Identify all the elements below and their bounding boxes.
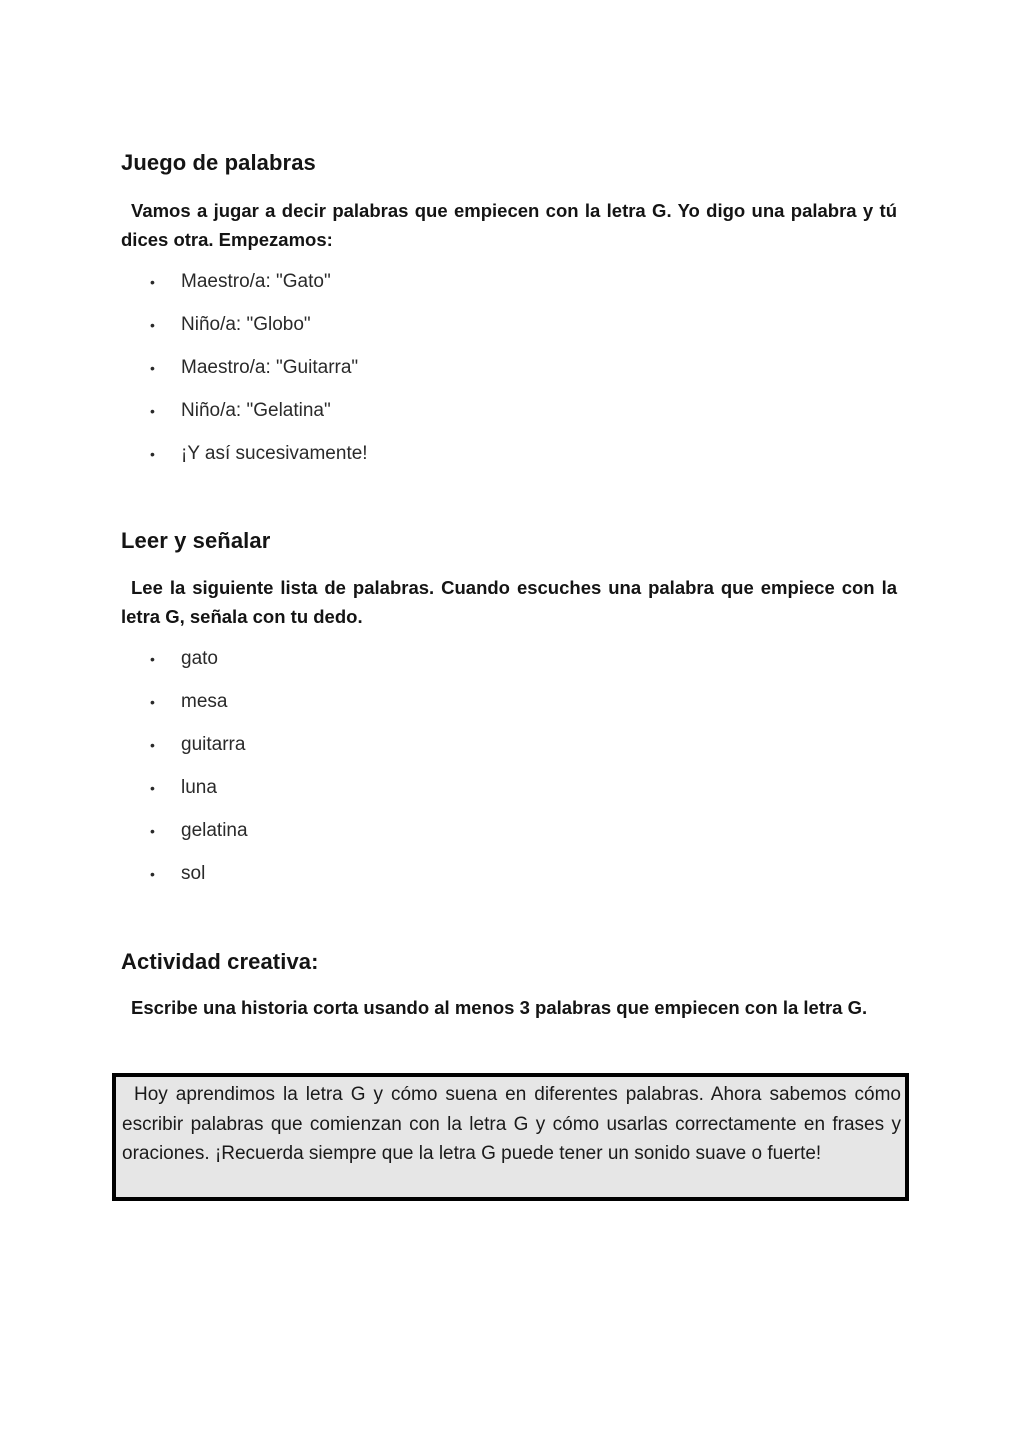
bullet-icon: • <box>150 651 155 667</box>
worksheet-page: Juego de palabras Vamos a jugar a decir palabras que empiecen con la letra G. Yo digo una palabra y tú dices otra. Empezamos: • Maestro/a: "Gato" • Niño/a: "Globo" • Maestro/a: "Guitarra" • Niño/a: "Gelatina" • ¡Y así sucesivamente! Leer y señalar Lee la siguiente lista de palabras. Cuando escuches una palabra que empiece con la letra G, señala con tu dedo. • gato • mesa • guitarra • luna • gelatina • sol Actividad creativa: Escribe una historia corta usando al menos 3 palabras que empiecen con la letra G. Hoy aprendimos la letra G y cómo suena en diferentes palabras. Ahora sabemos cómo escribir palabras que comienzan con la letra G y cómo usarlas correctamente en frases y oraciones. ¡Recuerda siempre que la letra G puede tener un sonido suave o fuerte! <box>0 0 1018 1440</box>
bullet-icon: • <box>150 360 155 376</box>
bullet-icon: • <box>150 694 155 710</box>
bullet-icon: • <box>150 780 155 796</box>
bullet-icon: • <box>150 403 155 419</box>
bullet-icon: • <box>150 737 155 753</box>
section-title-juego-de-palabras: Juego de palabras <box>121 150 316 175</box>
section-intro-leer-y-senalar: Lee la siguiente lista de palabras. Cuando escuches una palabra que empiece con la letra G, señala con tu dedo. <box>121 577 897 627</box>
section-title-actividad-creativa: Actividad creativa: <box>121 949 319 974</box>
section-intro-juego-de-palabras: Vamos a jugar a decir palabras que empiecen con la letra G. Yo digo una palabra y tú dices otra. Empezamos: <box>121 200 897 250</box>
summary-box <box>112 1073 909 1201</box>
section-title-leer-y-senalar: Leer y señalar <box>121 528 271 553</box>
summary-text: Hoy aprendimos la letra G y cómo suena en diferentes palabras. Ahora sabemos cómo escribir palabras que comienzan con la letra G y cómo usarlas correctamente en frases y oraciones. ¡Recuerda siempre que la letra G puede tener un sonido suave o fuerte! <box>122 1084 901 1164</box>
bullet-icon: • <box>150 274 155 290</box>
bullet-icon: • <box>150 446 155 462</box>
bullet-icon: • <box>150 317 155 333</box>
section-intro-actividad-creativa: Escribe una historia corta usando al menos 3 palabras que empiecen con la letra G. <box>131 997 868 1018</box>
bullet-icon: • <box>150 866 155 882</box>
bullet-icon: • <box>150 823 155 839</box>
